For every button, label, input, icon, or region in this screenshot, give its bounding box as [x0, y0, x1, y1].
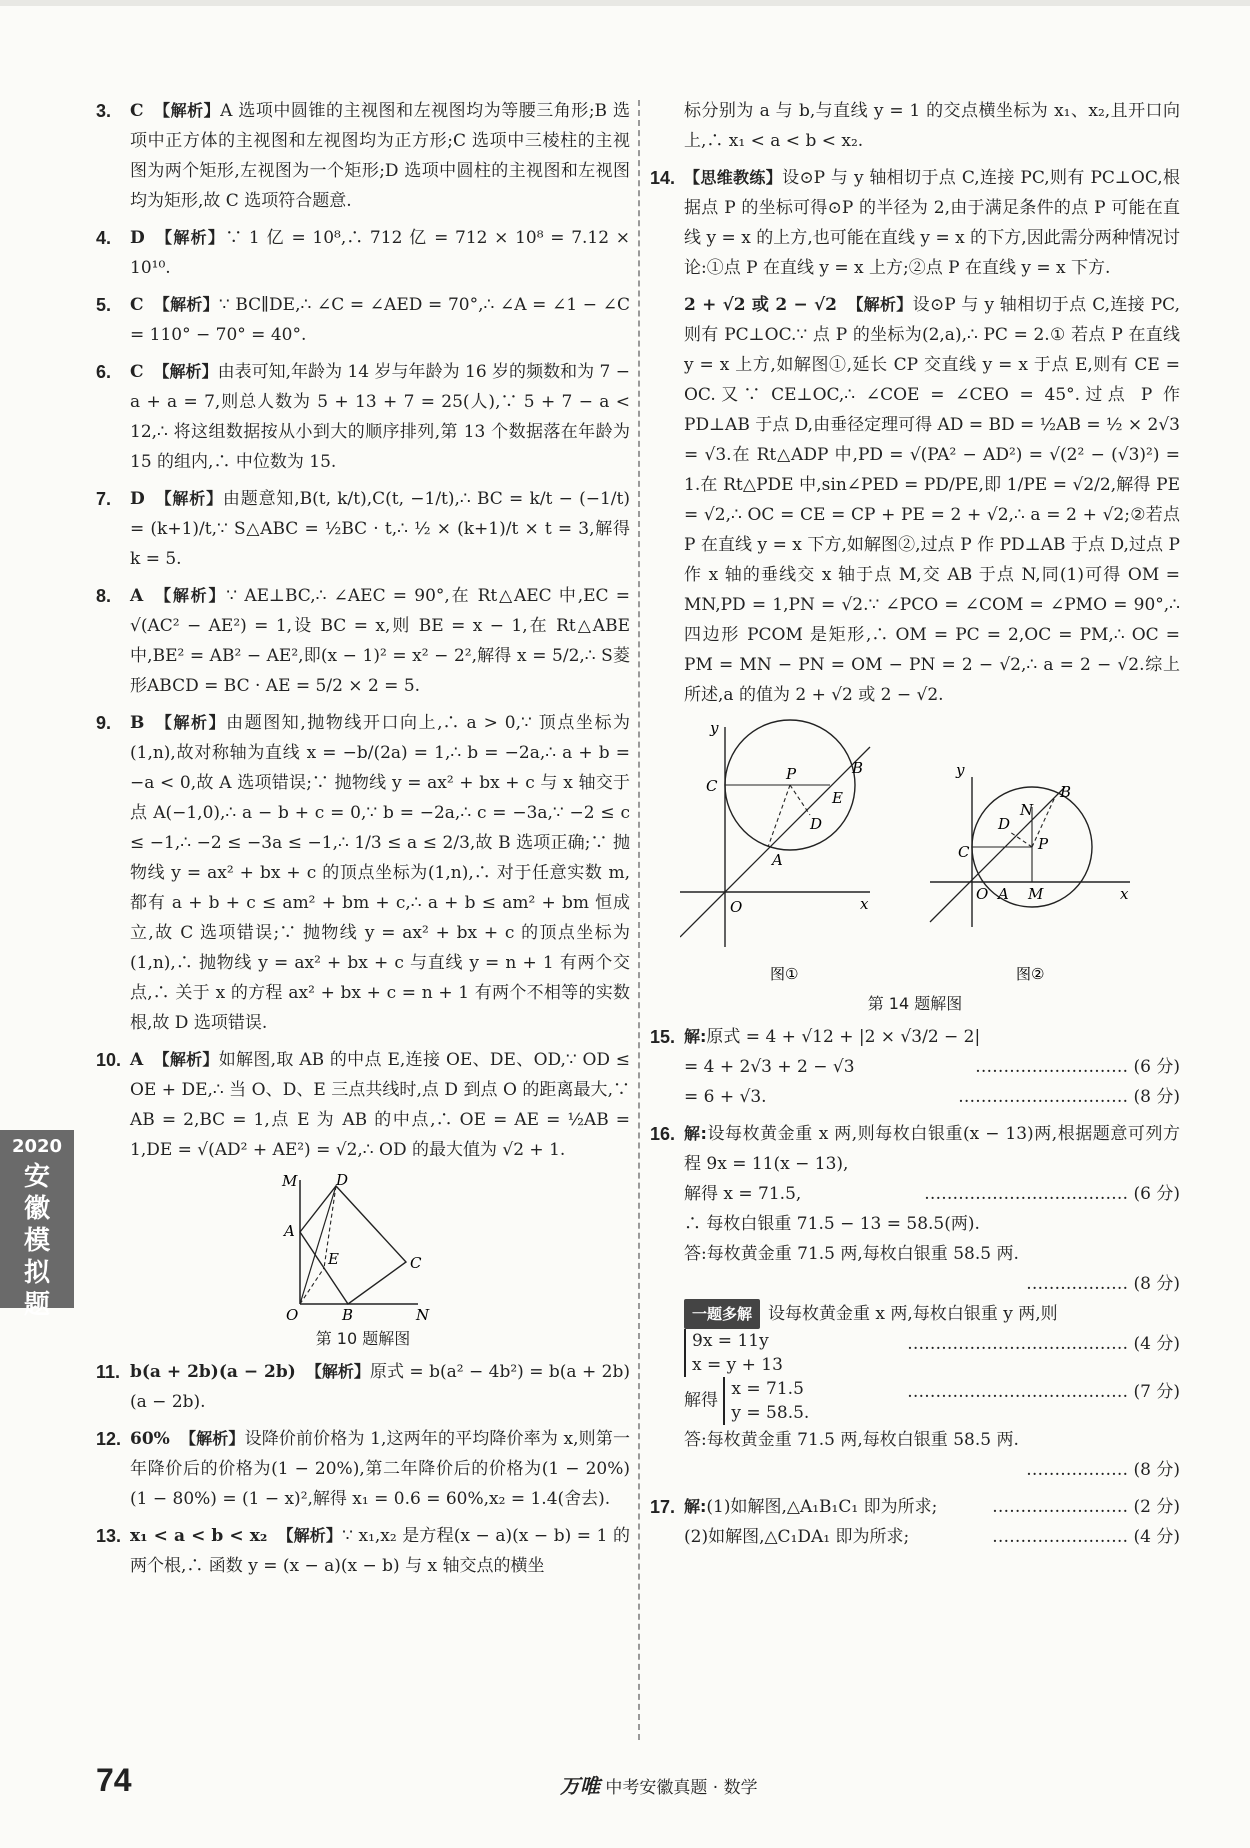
problem-6 — [96, 357, 630, 477]
tag: 【解析】 — [846, 295, 913, 314]
label-D: D — [336, 1172, 349, 1189]
answer: C — [130, 295, 144, 315]
solution-text: 由题图知,抛物线开口向上,∴ a > 0,∵ 顶点坐标为(1,n),故对称轴为直线 x = −b/(2a) = 1,∴ b = −2a,∴ a + b = −a < 0,故 A 选项错误;∵ 抛物线 y = ax² + bx + c 与 x 轴交于点 A(−1,0),∴ a − b + c = 0,∵ b = −2a,∴ c = −3a,∵ −2 ≤ c ≤ −1,∴ −2 ≤ −3a ≤ −1,∴ 1/3 ≤ a ≤ 2/3,故 B 选项正确;∵ 抛物线 y = ax² + bx + c 的顶点坐标为(1,n),∴ 对于任意实数 m,都有 a + b + c ≤ am² + bm + c,∴ a + b ≤ am² + bm 恒成立,故 C 选项错误;∵ 抛物线 y = ax² + bx + c 的顶点坐标为(1,n),∴ 抛物线 y = ax² + bx + c 与直线 y = n + 1 有两个交点,∴ 关于 x 的方程 ax² + bx + c = n + 1 有两个不相等的实数根,故 D 选项错误. — [130, 713, 630, 1033]
answer: C — [130, 101, 144, 121]
label-P: P — [1038, 835, 1049, 853]
rectangle-abcd — [300, 1186, 406, 1304]
problem-11 — [96, 1357, 630, 1417]
label-x: x — [860, 895, 869, 913]
label-M: M — [1028, 885, 1044, 903]
tag: 【解析】 — [153, 586, 227, 605]
step-4: 答:每枚黄金重 71.5 两,每枚白银重 58.5 两. — [684, 1244, 1019, 1264]
solution-text: A 选项中圆锥的主视图和左视图均为等腰三角形;B 选项中正方体的主视图和左视图均为正方形;C 选项中三棱柱的主视图为两个矩形,左视图为一个矩形;D 选项中圆柱的主视图和左视图均为矩形,故 C 选项符合题意. — [130, 101, 630, 211]
top-edge — [0, 0, 1250, 6]
label-B: B — [1060, 783, 1072, 801]
problem-number: 10. — [96, 1050, 122, 1070]
segment-oe — [300, 1268, 324, 1304]
multi-solution-badge: 一题多解 — [684, 1299, 760, 1329]
problem-number: 4. — [96, 228, 112, 248]
label-C: C — [706, 777, 718, 795]
problem-5 — [96, 290, 630, 350]
label-O: O — [730, 898, 743, 916]
step-2: 解得 x = 71.5, — [684, 1184, 802, 1204]
side-tab-year: 2020 — [11, 1136, 63, 1157]
problem-number: 8. — [96, 586, 112, 606]
score-2: …………………… (4 分) — [992, 1527, 1180, 1547]
problem-15 — [650, 1022, 1180, 1112]
alt-intro: 设每枚黄金重 x 两,每枚白银重 y 两,则 — [768, 1304, 1058, 1324]
answer: x₁ < a < b < x₂ — [130, 1526, 268, 1546]
label-E: E — [328, 1250, 339, 1268]
problem-17 — [650, 1492, 1180, 1552]
step-3: ∴ 每枚白银重 71.5 − 13 = 58.5(两). — [684, 1214, 980, 1234]
label-D: D — [998, 815, 1011, 833]
footer-text: 中考安徽真题 · 数学 — [605, 1778, 758, 1798]
solution-text: ∵ 1 亿 = 10⁸,∴ 712 亿 = 712 × 10⁸ = 7.12 × 10¹⁰. — [130, 228, 630, 278]
problem-number: 17. — [650, 1497, 676, 1517]
tag: 【思维教练】 — [684, 168, 783, 187]
problem-9 — [96, 708, 630, 1038]
solution-text: 由表可知,年龄为 14 岁与年龄为 16 岁的频数和为 7 − a + a = 7,则总人数为 5 + 13 + 7 = 25(人),∵ 5 + 7 − a < 12,∴ 将这组数据按从小到大的顺序排列,第 13 个数据落在年龄为 15 的组内,∴ 中位数为 15. — [130, 362, 630, 472]
answer: 2 + √2 或 2 − √2 — [684, 295, 837, 315]
solution-text: ∵ BC∥DE,∴ ∠C = ∠AED = 70°,∴ ∠A = ∠1 − ∠C = 110° − 70° = 40°. — [130, 295, 630, 345]
answer: 60% — [130, 1429, 170, 1449]
label-N: N — [416, 1306, 430, 1322]
footer — [560, 1770, 758, 1799]
tag: 【解析】 — [179, 1429, 245, 1448]
label-O: O — [286, 1306, 299, 1322]
label-A: A — [284, 1222, 295, 1240]
tag: 【解析】 — [153, 295, 219, 314]
solution-text: 设降价前价格为 1,这两年的平均降价率为 x,则第一年降价后的价格为(1 − 20%),第二年降价后的价格为(1 − 20%)(1 − 80%) = (1 − x)²,解得 x₁ = 0.6 = 60%,x₂ = 1.4(舍去). — [130, 1429, 630, 1509]
tag: 【解析】 — [277, 1526, 343, 1545]
score-2: ……………………………… (6 分) — [924, 1184, 1180, 1204]
step-5: 答:每枚黄金重 71.5 两,每枚白银重 58.5 两. — [684, 1430, 1019, 1450]
answer: A — [130, 1050, 144, 1070]
label-O: O — [976, 885, 989, 903]
solution-text: 原式 = b(a² − 4b²) = b(a + 2b)(a − 2b). — [130, 1362, 630, 1412]
system-1-eq1: 9x = 11y — [692, 1331, 769, 1351]
solve-lead: 解得 — [684, 1390, 718, 1411]
tag: 【解析】 — [154, 713, 227, 732]
problem-13 — [96, 1521, 630, 1581]
figure-10 — [278, 1172, 448, 1322]
problem-number: 11. — [96, 1362, 121, 1382]
problem-number: 9. — [96, 713, 112, 733]
figure-14-2 — [930, 761, 1130, 983]
lead: 解: — [684, 1027, 707, 1046]
step-1: 设每枚黄金重 x 两,则每枚白银重(x − 13)两,根据题意可列方程 9x = 11(x − 13), — [684, 1124, 1180, 1174]
score-5: ……………… (8 分) — [1026, 1460, 1180, 1480]
problem-14-solution — [650, 290, 1180, 710]
label-C: C — [958, 843, 970, 861]
tag: 【解析】 — [153, 362, 218, 381]
label-y: y — [956, 761, 965, 779]
system-2-eq2: y = 58.5. — [731, 1403, 810, 1423]
tag: 【解析】 — [154, 228, 226, 247]
label-y: y — [710, 719, 719, 737]
score-alt-1: ………………………………… (4 分) — [907, 1334, 1180, 1354]
score-4: ……………… (8 分) — [1026, 1274, 1180, 1294]
step-2: (2)如解图,△C₁DA₁ 即为所求; — [684, 1527, 910, 1547]
label-B: B — [342, 1306, 354, 1322]
problem-14 — [650, 163, 1180, 283]
solution-text: 设⊙P 与 y 轴相切于点 C,连接 PC,则有 PC⊥OC.∵ 点 P 的坐标为(2,a),∴ PC = 2.① 若点 P 在直线 y = x 上方,如解图①,延长 CP 交直线 y = x 于点 E,则有 CE = OC.又∵ CE⊥OC,∴ ∠COE = ∠CEO = 45°.过点 P 作 PD⊥AB 于点 D,由垂径定理可得 AD = BD = ½AB = ½ × 2√3 = √3.在 Rt△ADP 中,PD = √(PA² − AD²) = √(2² − (√3)²) = 1.在 Rt△PDE 中,sin∠PED = PD/PE,即 1/PE = √2/2,解得 PE = √2,∴ OC = CE = CP + PE = 2 + √2,∴ a = 2 + √2;②若点 P 在直线 y = x 下方,如解图②,过点 P 作 PD⊥AB 于点 D,过点 P 作 x 轴的垂线交 x 轴于点 M,交 AB 于点 N,同(1)可得 OM = MN,PD = 1,PN = √2.∵ ∠PCO = ∠COM = ∠PMO = 90°,∴ 四边形 PCOM 是矩形,∴ OM = PC = 2,OC = PM,∴ OC = PM = MN − PN = OM − PN = 2 − √2,∴ a = 2 − √2.综上所述,a 的值为 2 + √2 或 2 − √2. — [684, 295, 1180, 705]
score-1: …………………… (2 分) — [992, 1497, 1180, 1517]
system-2-eq1: x = 71.5 — [731, 1379, 804, 1399]
solution-text: 由题意知,B(t, k/t),C(t, −1/t),∴ BC = k/t − (−1/t) = (k+1)/t,∵ S△ABC = ½BC · t,∴ ½ × (k+1)/t × t = 3,解得 k = 5. — [130, 489, 630, 569]
problem-10 — [96, 1045, 630, 1165]
figure-10-caption: 第 10 题解图 — [315, 1329, 411, 1348]
problem-16 — [650, 1119, 1180, 1485]
side-tab — [0, 1130, 74, 1320]
problem-number: 6. — [96, 362, 112, 382]
column-divider — [638, 100, 640, 1740]
problem-7 — [96, 484, 630, 574]
answer: b(a + 2b)(a − 2b) — [130, 1362, 296, 1382]
label-D: D — [810, 815, 823, 833]
answer: B — [130, 713, 145, 733]
tag: 【解析】 — [153, 1050, 219, 1069]
problem-3 — [96, 96, 630, 216]
score-2: ……………………… (6 分) — [975, 1057, 1180, 1077]
label-M: M — [282, 1172, 298, 1190]
step-1: 原式 = 4 + √12 + |2 × √3/2 − 2| — [706, 1027, 981, 1047]
label-P: P — [786, 765, 797, 783]
figure-14 — [680, 717, 1150, 987]
answer: D — [130, 228, 145, 248]
problem-8 — [96, 581, 630, 701]
problem-12 — [96, 1424, 630, 1514]
system-2 — [723, 1377, 809, 1425]
label-C: C — [410, 1254, 422, 1272]
lead: 解: — [684, 1124, 707, 1143]
answer: C — [130, 362, 144, 382]
label-A: A — [998, 885, 1009, 903]
tag: 【解析】 — [153, 101, 221, 120]
problem-number: 7. — [96, 489, 112, 509]
line-y-eq-x — [680, 747, 870, 937]
lead: 解: — [684, 1497, 707, 1516]
step-1: (1)如解图,△A₁B₁C₁ 即为所求; — [706, 1497, 938, 1517]
label-x: x — [1120, 885, 1129, 903]
problem-number: 15. — [650, 1027, 676, 1047]
label-E: E — [832, 789, 843, 807]
solution-text: 如解图,取 AB 的中点 E,连接 OE、DE、OD,∵ OD ≤ OE + DE,∴ 当 O、D、E 三点共线时,点 D 到点 O 的距离最大,∵ AB = 2,BC = 1,点 E 为 AB 的中点,∴ OE = AE = ½AB = 1,DE = √(AD² + AE²) = √2,∴ OD 的最大值为 √2 + 1. — [130, 1050, 630, 1160]
answer: A — [130, 586, 144, 606]
label-A: A — [772, 851, 783, 869]
figure-14-1 — [680, 719, 870, 983]
system-1-eq2: x = y + 13 — [692, 1355, 783, 1375]
right-column — [650, 96, 1180, 1559]
problem-13-continued: 标分别为 a 与 b,与直线 y = 1 的交点横坐标为 x₁、x₂,且开口向上,∴ x₁ < a < b < x₂. — [684, 101, 1180, 151]
caption-fig2: 图② — [1016, 965, 1045, 983]
label-N: N — [1020, 801, 1034, 819]
answer: D — [130, 489, 145, 509]
step-2: = 4 + 2√3 + 2 − √3 — [684, 1057, 855, 1077]
segment-pd — [790, 785, 810, 815]
page-number: 74 — [96, 1762, 132, 1798]
caption-fig1: 图① — [770, 965, 799, 983]
problem-number: 3. — [96, 101, 112, 121]
solution-text: ∵ x₁,x₂ 是方程(x − a)(x − b) = 1 的两个根,∴ 函数 y = (x − a)(x − b) 与 x 轴交点的横坐 — [130, 1526, 630, 1576]
brand-logo: 万唯 — [560, 1774, 600, 1798]
tag: 【解析】 — [305, 1362, 370, 1381]
label-B: B — [852, 759, 864, 777]
thinking-text: 设⊙P 与 y 轴相切于点 C,连接 PC,则有 PC⊥OC,根据点 P 的坐标可得⊙P 的半径为 2,由于满足条件的点 P 可能在直线 y = x 的上方,也可能在直线 y = x 的下方,因此需分两种情况讨论:①点 P 在直线 y = x 上方;②点 P 在直线 y = x 下方. — [684, 168, 1180, 278]
system-1 — [684, 1329, 783, 1377]
side-tab-name: 安徽模拟题 — [23, 1162, 50, 1320]
problem-4 — [96, 223, 630, 283]
tag: 【解析】 — [154, 489, 223, 508]
problem-number: 13. — [96, 1526, 122, 1546]
left-column — [96, 96, 630, 1588]
score-3: ………………………… (8 分) — [958, 1087, 1180, 1107]
segment-od — [300, 1186, 336, 1304]
step-3: = 6 + √3. — [684, 1087, 767, 1107]
solution-text: ∵ AE⊥BC,∴ ∠AEC = 90°,在 Rt△AEC 中,EC = √(AC² − AE²) = 1,设 BC = x,则 BE = x − 1,在 Rt△ABE 中,BE² = AB² − AE²,即(x − 1)² = x² − 2²,解得 x = 5/2,∴ S菱形ABCD = BC · AE = 5/2 × 2 = 5. — [130, 586, 630, 696]
problem-number: 14. — [650, 168, 676, 188]
problem-number: 16. — [650, 1124, 676, 1144]
problem-number: 12. — [96, 1429, 122, 1449]
score-alt-2: ………………………………… (7 分) — [907, 1382, 1180, 1402]
figure-14-caption: 第 14 题解图 — [867, 994, 963, 1013]
problem-number: 5. — [96, 295, 112, 315]
